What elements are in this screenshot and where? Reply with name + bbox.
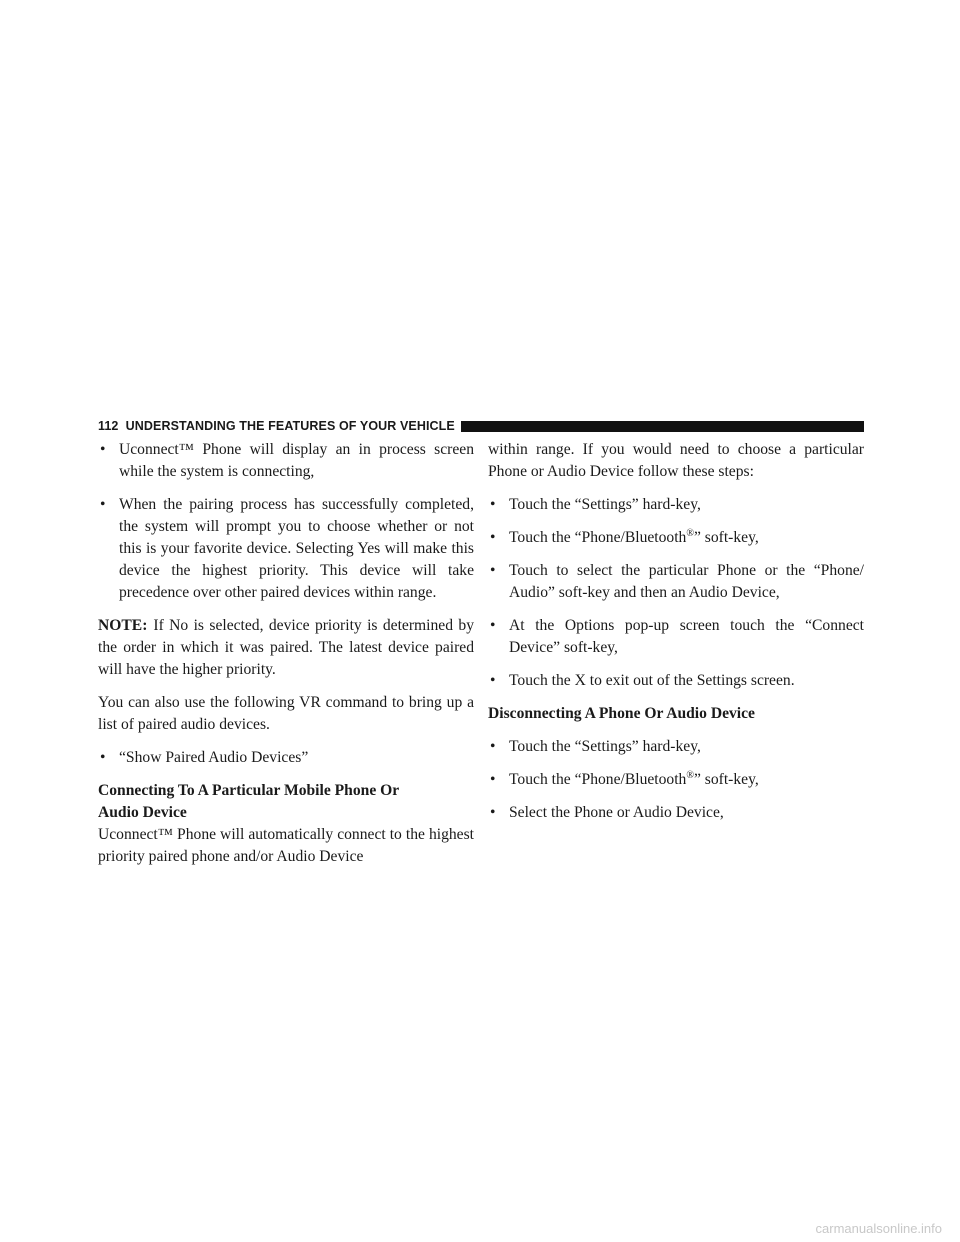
section-heading-disconnect: Disconnecting A Phone Or Audio Device — [488, 705, 755, 722]
bullet-icon: • — [100, 441, 106, 458]
bullet-text: When the pairing process has successfully completed, the system will prompt you to choose whether or not this is your favorite device. Selecting Yes will make this device the highest priority. This device will take precedence over other paired devices within range. — [119, 496, 474, 601]
bullet-text: Touch the “Settings” hard-key, — [509, 738, 701, 755]
header-rule-bar — [461, 421, 864, 432]
section-title: UNDERSTANDING THE FEATURES OF YOUR VEHICLE — [125, 419, 455, 433]
bullet-icon: • — [490, 738, 496, 755]
bullet-icon: • — [490, 529, 496, 546]
bullet-text: “Show Paired Audio Devices” — [119, 749, 309, 766]
text-part: Touch the “Phone/Bluetooth — [509, 771, 687, 788]
bullet-text: Select the Phone or Audio Device, — [509, 804, 724, 821]
bullet-text — [509, 529, 759, 546]
page-header — [98, 419, 864, 433]
page-header-text — [98, 419, 455, 433]
bullet-text: Uconnect™ Phone will display an in process screen while the system is connecting, — [119, 441, 474, 480]
section-heading-connect — [98, 780, 474, 824]
note-paragraph — [98, 615, 474, 681]
list-item — [488, 615, 864, 659]
connect-paragraph: Uconnect™ Phone will automatically connect to the highest priority paired phone and/or Audio Device — [98, 826, 474, 865]
right-column — [488, 439, 864, 835]
watermark-text: carmanualsonline.info — [815, 1221, 942, 1236]
text-part: ” soft-key, — [693, 529, 759, 546]
vr-intro-paragraph: You can also use the following VR command to bring up a list of paired audio devices. — [98, 694, 474, 733]
registered-mark: ® — [686, 769, 694, 781]
list-item — [488, 670, 864, 692]
bullet-icon: • — [490, 496, 496, 513]
heading-line: Connecting To A Particular Mobile Phone Or — [98, 782, 400, 799]
note-text: If No is selected, device priority is determined by the order in which it was paired. The latest device paired will have the higher priority. — [98, 617, 474, 678]
list-item — [488, 736, 864, 758]
continued-paragraph: within range. If you would need to choose a particular Phone or Audio Device follow these steps: — [488, 441, 864, 480]
list-item — [488, 527, 864, 549]
list-item — [98, 494, 474, 604]
bullet-icon: • — [490, 617, 496, 634]
bullet-icon: • — [490, 672, 496, 689]
list-item — [488, 802, 864, 824]
bullet-text: Touch the “Settings” hard-key, — [509, 496, 701, 513]
heading-line: Audio Device — [98, 804, 187, 821]
bullet-icon: • — [490, 771, 496, 788]
registered-mark: ® — [686, 527, 694, 539]
bullet-text — [509, 771, 759, 788]
list-item — [98, 439, 474, 483]
list-item — [98, 747, 474, 769]
bullet-icon: • — [490, 562, 496, 579]
text-part: Touch the “Phone/Bluetooth — [509, 529, 687, 546]
page-number: 112 — [98, 419, 119, 433]
list-item — [488, 560, 864, 604]
note-label: NOTE: — [98, 617, 148, 634]
bullet-icon: • — [100, 496, 106, 513]
text-part: ” soft-key, — [693, 771, 759, 788]
bullet-text: Touch the X to exit out of the Settings screen. — [509, 672, 795, 689]
list-item — [488, 769, 864, 791]
bullet-icon: • — [490, 804, 496, 821]
left-column — [98, 439, 474, 868]
bullet-icon: • — [100, 749, 106, 766]
bullet-text: At the Options pop-up screen touch the “Connect Device” soft-key, — [509, 617, 864, 656]
list-item — [488, 494, 864, 516]
bullet-text: Touch to select the particular Phone or the “Phone/ Audio” soft-key and then an Audio Device, — [509, 562, 864, 601]
